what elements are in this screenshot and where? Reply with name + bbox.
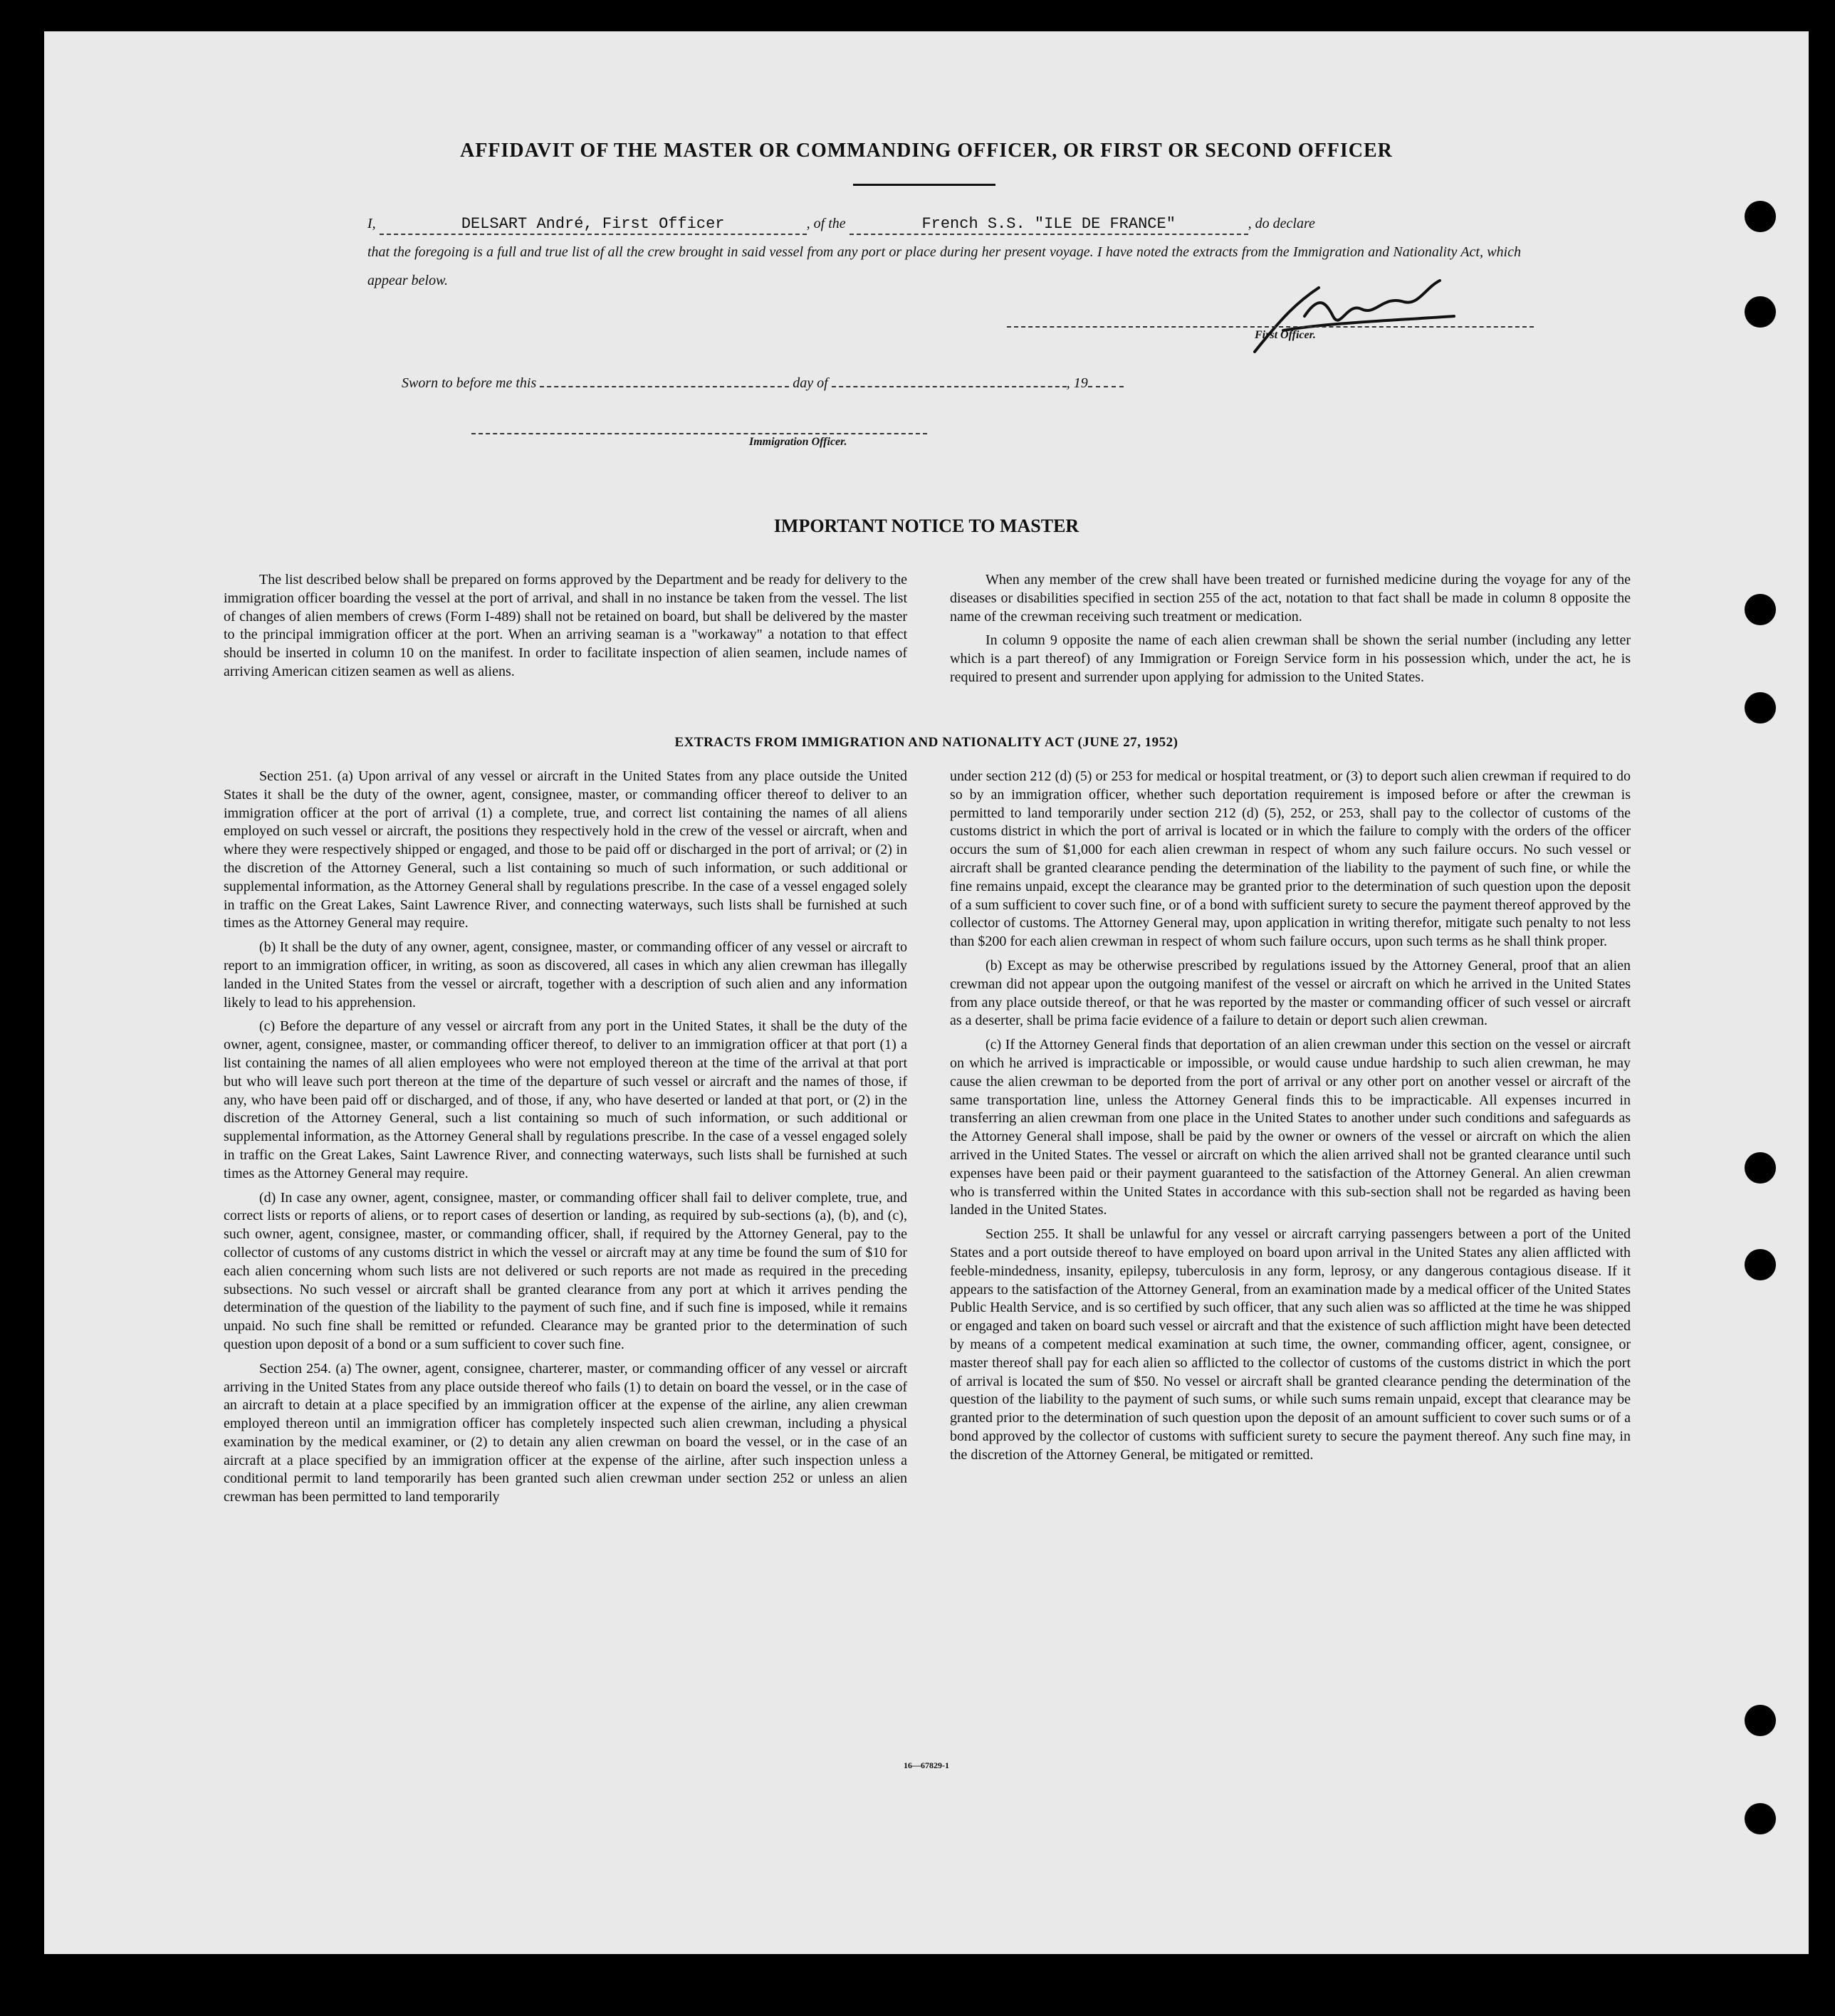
officer-label: First Officer. — [1255, 329, 1316, 341]
notice-paragraph: When any member of the crew shall have been treated or furnished medicine during the voyage for any of the diseases or disabilities specified in section 255 of the act, notation to that fact shall be made in column 8 opposite the name of the crewman receiving such treatment or medication. — [950, 572, 1631, 625]
extract-paragraph: (c) Before the departure of any vessel or aircraft from any port in the United States, it shall be the duty of the owner, agent, consignee, master, or commanding officer thereof, to deliver to an immigration officer at that port (1) a list containing the names of all alien employees who were not employed thereon at the time of the arrival at that port but who will leave such port thereon at the time of the departure of such vessel or aircraft and the names of those, if any, who have been paid off or discharged, and of those, if any, who have deserted or landed at that port, or (2) in the discretion of the Attorney General, such a list containing so much of such information, or such additional or supplemental information, as the Attorney General shall by regulations prescribe. In the case of a vessel engaged solely in traffic on the Great Lakes, Saint Lawrence River, and connecting waterways, such lists shall be furnished at such times as the Attorney General may require. — [224, 1018, 907, 1181]
signature-line — [1007, 326, 1534, 328]
extracts-right-column — [950, 768, 1631, 1470]
notice-left-column — [224, 571, 907, 687]
notice-paragraph: The list described below shall be prepared on forms approved by the Department and be ready for delivery to the immigration officer boarding the vessel at the port of arrival, and shall in no instance be taken from the vessel. The list of changes of alien members of crews (Form I-489) shall not be retained on board, but shall be delivered by the master to the principal immigration officer at the port. When an arriving seaman is a "workaway" a notation to that effect should be inserted in column 10 on the manifest. In order to facilitate inspection of alien seamen, include names of arriving American citizen seamen as well as aliens. — [224, 572, 907, 679]
extract-paragraph: (c) If the Attorney General finds that deportation of an alien crewman under this section on the vessel or aircraft on which he arrived is impracticable or impossible, or would cause undue hardship to such alien crewman, he may cause the alien crewman to be deported from the port of arrival or any other port on another vessel or aircraft of the same transportation line, unless the Attorney General finds this to be impracticable. All expenses incurred in transferring an alien crewman from one place in the United States to another under such conditions and safeguards as the Attorney General shall impose, shall be paid by the owner or owners of the vessel or aircraft on which the alien arrived in the United States. The vessel or aircraft on which the alien arrived shall not be granted clearance until such expenses have been paid or their payment guaranteed to the satisfaction of the Attorney General. An alien crewman who is transferred within the United States in accordance with this sub-section shall not be regarded as having been landed in the United States. — [950, 1037, 1631, 1218]
extract-paragraph: (d) In case any owner, agent, consignee, master, or commanding officer shall fail to deliver complete, true, and correct lists or reports of aliens, or to report cases of desertion or landing, as required by sub-sections (a), (b), and (c), such owner, agent, consignee, master, or commanding officer, shall, if required by the Attorney General, pay to the collector of customs of any customs district in which the vessel or aircraft may at any time be found the sum of $10 for each alien concerning whom such lists are not delivered or such reports are not made as required in the preceding subsections. No such vessel or aircraft shall be granted clearance from any port at which it arrives pending the determination of the question of the liability to the payment of such fine, and if such fine is imposed, while it remains unpaid. No such fine shall be remitted or refunded. Clearance may be granted prior to the determination of such question upon deposit of a bond or a sum sufficient to cover such fine. — [224, 1189, 907, 1352]
binder-hole — [1745, 296, 1776, 328]
sworn-label: Sworn to before me this — [402, 375, 537, 391]
i-label: I, — [367, 216, 376, 231]
binder-hole — [1745, 692, 1776, 724]
of-the-label: , of the — [806, 216, 846, 231]
extract-paragraph: Section 251. (a) Upon arrival of any vessel or aircraft in the United States from any place outside the United States it shall be the duty of the owner, agent, consignee, master, or commanding officer thereof to deliver to an immigration officer at the port of arrival (1) a complete, true, and correct list containing the names of all aliens employed on such vessel or aircraft, the positions they respectively hold in the crew of the vessel or aircraft, when and where they were respectively shipped or engaged, and those to be paid off or discharged in the port of arrival; or (2) in the discretion of the Attorney General, such a list containing so much of such information, or such additional or supplemental information, as the Attorney General shall by regulations prescribe. In the case of a vessel engaged solely in traffic on the Great Lakes, Saint Lawrence River, and connecting waterways, such lists shall be furnished at such times as the Attorney General may require. — [224, 768, 907, 931]
vessel-field: French S.S. "ILE DE FRANCE" — [849, 215, 1248, 235]
extract-paragraph: (b) Except as may be otherwise prescribed by regulations issued by the Attorney General, proof that an alien crewman did not appear upon the outgoing manifest of the vessel or aircraft on which he arrived in the United States from any place outside thereof, or that he was reported by the master or commanding officer of such vessel or aircraft as a deserter, shall be prima facie evidence of a failure to detain or deport such alien crewman. — [950, 957, 1631, 1029]
declarant-field: DELSART André, First Officer — [380, 215, 807, 235]
binder-hole — [1745, 1249, 1776, 1280]
document-page — [44, 31, 1809, 1954]
sworn-line — [402, 373, 1256, 392]
binder-hole — [1745, 1152, 1776, 1184]
binder-hole — [1745, 1803, 1776, 1834]
extract-paragraph: under section 212 (d) (5) or 253 for medical or hospital treatment, or (3) to deport such alien crewman if required to do so by an immigration officer, whether such deportation requirement is imposed before or after the crewman is permitted to land temporarily under section 212 (d) (5), 252, or 253, shall pay to the collector of customs of the customs district in which the port of arrival is located or in which the failure to comply with the orders of the officer occurs the sum of $1,000 for each alien crewman in respect of whom any such failure occurs. No such vessel or aircraft shall be granted clearance pending the determination of the liability to the payment of such fine, or while the fine remains unpaid, except the clearance may be granted prior to the determination of such question upon the deposit of a sum sufficient to cover such fine, or of a bond with sufficient surety to secure the payment thereof approved by the collector of customs. The Attorney General may, upon application in writing therefor, mitigate such penalty to not less than $200 for each alien crewman in respect of whom such failure occurs, upon such terms as he shall think proper. — [950, 768, 1631, 950]
immigration-officer-label: Immigration Officer. — [749, 436, 847, 448]
notice-paragraph: In column 9 opposite the name of each alien crewman shall be shown the serial number (including any letter which is a part thereof) of any Immigration or Foreign Service form in his possession which, under the act, he is required to present and surrender upon applying for admission to the United States. — [950, 632, 1631, 685]
sworn-month-field — [832, 373, 1067, 387]
notice-right-column — [950, 571, 1631, 693]
year-label: , 19 — [1066, 375, 1088, 391]
binder-hole — [1745, 594, 1776, 625]
notice-title: IMPORTANT NOTICE TO MASTER — [773, 516, 1079, 536]
immigration-officer-line — [471, 433, 927, 434]
form-code: 16—67829-1 — [904, 1760, 949, 1770]
sworn-date-field — [540, 373, 789, 387]
extract-paragraph: Section 254. (a) The owner, agent, consignee, charterer, master, or commanding officer of any vessel or aircraft arriving in the United States from any place outside thereof who fails (1) to detain on board the vessel, or in the case of an aircraft to detain at a place specified by an immigration officer at the expense of the airline, any alien crewman employed thereon until an immigration officer has completely inspected such alien crewman, including a physical examination by the medical examiner, or (2) to detain any alien crewman on board the vessel, or in the case of an aircraft at a place specified by an immigration officer at the expense of the airline, after such inspection unless a conditional permit to land temporarily has been granted such alien crewman under section 252 or unless an alien crewman has been permitted to land temporarily — [224, 1360, 907, 1505]
officer-signature — [1240, 273, 1468, 359]
extract-paragraph: (b) It shall be the duty of any owner, agent, consignee, master, or commanding officer of any vessel or aircraft to report to an immigration officer, in writing, as soon as discovered, all cases in which any alien crewman has illegally landed in the United States from the vessel or aircraft, together with a description of such alien and any information likely to lead to his apprehension. — [224, 939, 907, 1010]
sworn-year-field — [1088, 373, 1124, 387]
extracts-left-column — [224, 768, 907, 1513]
extracts-title: EXTRACTS FROM IMMIGRATION AND NATIONALITY ACT (JUNE 27, 1952) — [674, 735, 1178, 750]
day-label: day of — [793, 375, 828, 391]
affidavit-title: AFFIDAVIT OF THE MASTER OR COMMANDING OFFICER, OR FIRST OR SECOND OFFICER — [460, 140, 1393, 162]
extract-paragraph: Section 255. It shall be unlawful for any vessel or aircraft carrying passengers between a port of the United States and a port outside thereof to have employed on board upon arrival in the United States any alien afflicted with feeble-mindedness, insanity, epilepsy, tuberculosis in any form, leprosy, or any dangerous contagious disease. If it appears to the satisfaction of the Attorney General, from an examination made by a medical officer of the United States Public Health Service, and is so certified by such officer, that any such alien was so afflicted at the time he was shipped or engaged and taken on board such vessel or aircraft and that the existence of such affliction might have been detected by means of a competent medical examination at such time, the owner, commanding officer, agent, consignee, or master thereof shall pay for each alien so afflicted to the collector of customs of the customs district in which the port of arrival is located the sum of $50. No vessel or aircraft shall be granted clearance pending the determination of the question of the liability to the payment of such sums, or while such sums remain unpaid, except that clearance may be granted prior to the determination of such question upon the deposit of an amount sufficient to cover such sums or of a bond approved by the collector of customs with sufficient surety to secure the payment thereof. Any such fine may, in the discretion of the Attorney General, be mitigated or remitted. — [950, 1226, 1631, 1463]
binder-hole — [1745, 1705, 1776, 1736]
declaration-statement: that the foregoing is a full and true list of all the crew brought in said vessel from any port or place during her present voyage. I have noted the extracts from the Immigration and Nationality Act, which appear below. — [367, 244, 1521, 288]
title-rule — [853, 184, 995, 186]
binder-hole — [1745, 201, 1776, 232]
do-declare-label: , do declare — [1248, 216, 1315, 231]
